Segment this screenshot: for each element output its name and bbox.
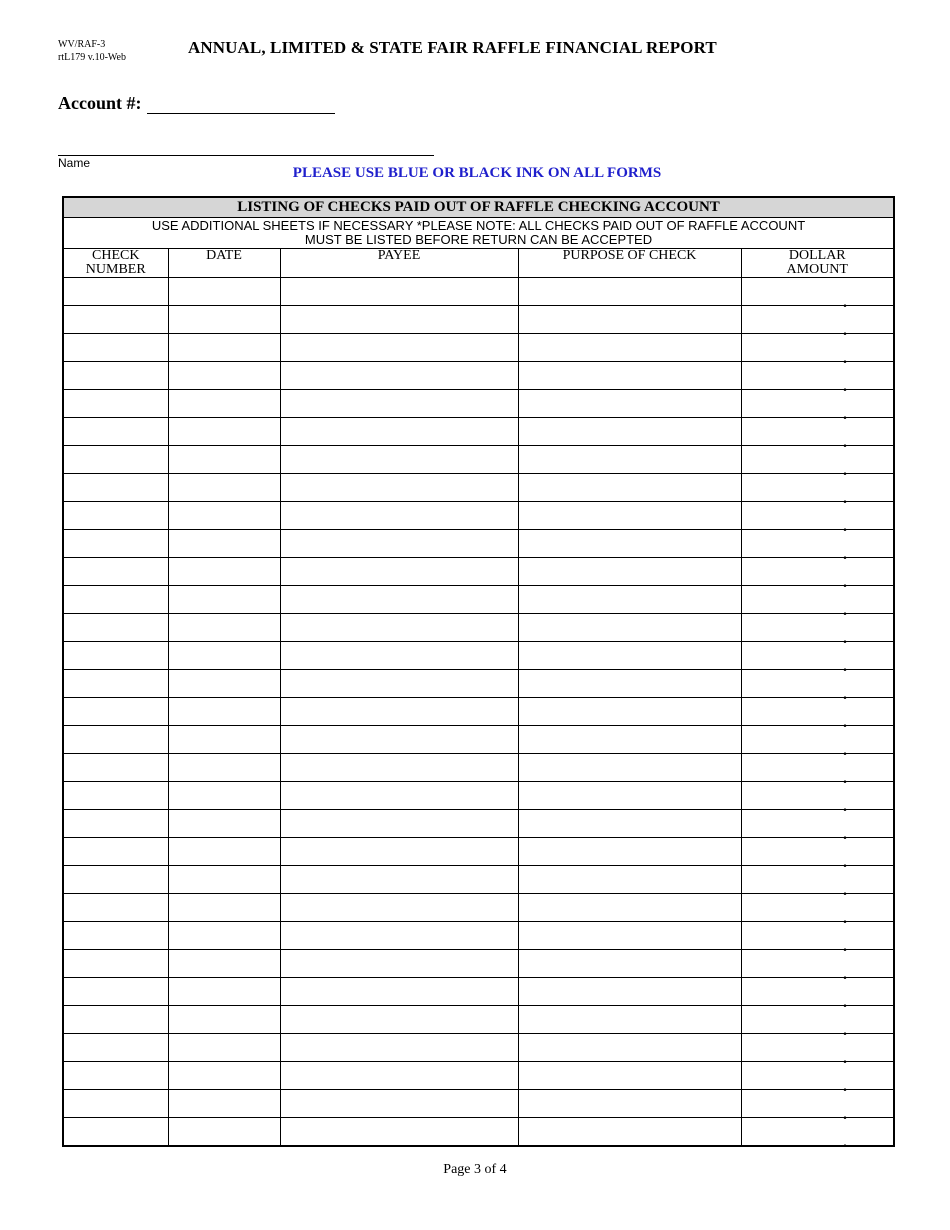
payee-cell[interactable]: [280, 474, 518, 502]
check-number-cell[interactable]: [63, 1006, 168, 1034]
purpose-cell[interactable]: [518, 810, 741, 838]
check-number-cell[interactable]: [63, 306, 168, 334]
decimal-point-mark: .: [843, 882, 848, 899]
purpose-cell[interactable]: [518, 1118, 741, 1147]
purpose-cell[interactable]: [518, 390, 741, 418]
dollar-amount-cell[interactable]: [741, 1090, 894, 1123]
date-cell[interactable]: [168, 586, 280, 614]
dollar-amount-cell[interactable]: [741, 502, 894, 535]
check-number-cell[interactable]: [63, 558, 168, 586]
date-cell[interactable]: [168, 670, 280, 698]
column-header-check-number: [63, 249, 168, 278]
dollar-amount-cell[interactable]: [741, 1034, 894, 1067]
date-cell[interactable]: [168, 474, 280, 502]
dollar-amount-cell[interactable]: [741, 278, 894, 311]
check-number-cell[interactable]: [63, 726, 168, 754]
purpose-cell[interactable]: [518, 978, 741, 1006]
table-row: [63, 1062, 894, 1090]
date-cell[interactable]: [168, 278, 280, 306]
purpose-cell[interactable]: [518, 642, 741, 670]
dollar-amount-cell[interactable]: [741, 978, 894, 1011]
check-number-cell[interactable]: [63, 978, 168, 1006]
decimal-point-mark: .: [843, 826, 848, 843]
payee-cell[interactable]: [280, 698, 518, 726]
purpose-cell[interactable]: [518, 726, 741, 754]
dollar-amount-cell[interactable]: [741, 838, 894, 871]
dollar-amount-cell[interactable]: [741, 530, 894, 563]
purpose-cell[interactable]: [518, 586, 741, 614]
check-number-cell[interactable]: [63, 614, 168, 642]
date-cell[interactable]: [168, 418, 280, 446]
purpose-cell[interactable]: [518, 362, 741, 390]
column-header-payee: PAYEE: [280, 249, 518, 278]
check-number-cell[interactable]: [63, 838, 168, 866]
check-number-cell[interactable]: [63, 782, 168, 810]
column-header-check-number-line2: NUMBER: [85, 262, 146, 277]
purpose-cell[interactable]: [518, 866, 741, 894]
column-header-dollar-amount-line1: DOLLAR: [788, 248, 846, 263]
purpose-cell[interactable]: [518, 502, 741, 530]
dollar-amount-cell[interactable]: [741, 810, 894, 843]
check-number-cell[interactable]: [63, 950, 168, 978]
check-number-cell[interactable]: [63, 586, 168, 614]
date-cell[interactable]: [168, 614, 280, 642]
table-row: [63, 950, 894, 978]
table-row: [63, 894, 894, 922]
decimal-point-mark: .: [843, 714, 848, 731]
table-note: [63, 218, 894, 249]
payee-cell[interactable]: [280, 278, 518, 306]
check-number-cell[interactable]: [63, 334, 168, 362]
dollar-amount-cell[interactable]: [741, 670, 894, 703]
payee-cell[interactable]: [280, 810, 518, 838]
purpose-cell[interactable]: [518, 922, 741, 950]
decimal-point-mark: .: [843, 1106, 848, 1123]
table-row: [63, 726, 894, 754]
dollar-amount-cell[interactable]: [741, 642, 894, 675]
dollar-amount-cell[interactable]: [741, 698, 894, 731]
check-number-cell[interactable]: [63, 922, 168, 950]
table-row: [63, 530, 894, 558]
account-number-field[interactable]: [147, 113, 335, 114]
date-cell[interactable]: [168, 978, 280, 1006]
dollar-amount-cell[interactable]: [741, 390, 894, 423]
date-cell[interactable]: [168, 334, 280, 362]
date-cell[interactable]: [168, 866, 280, 894]
date-cell[interactable]: [168, 950, 280, 978]
check-number-cell[interactable]: [63, 474, 168, 502]
payee-cell[interactable]: [280, 950, 518, 978]
decimal-point-mark: .: [843, 378, 848, 395]
table-row: [63, 866, 894, 894]
decimal-point-mark: .: [843, 406, 848, 423]
table-row: [63, 838, 894, 866]
purpose-cell[interactable]: [518, 1090, 741, 1118]
dollar-amount-cell[interactable]: [741, 754, 894, 787]
table-row: [63, 670, 894, 698]
date-cell[interactable]: [168, 782, 280, 810]
date-cell[interactable]: [168, 1006, 280, 1034]
payee-cell[interactable]: [280, 334, 518, 362]
date-cell[interactable]: [168, 1118, 280, 1147]
table-row: [63, 278, 894, 306]
checks-table: [62, 196, 895, 1151]
name-label: Name: [58, 156, 91, 170]
payee-cell[interactable]: [280, 642, 518, 670]
column-header-check-number-line1: CHECK: [92, 248, 140, 263]
purpose-cell[interactable]: [518, 614, 741, 642]
payee-cell[interactable]: [280, 1090, 518, 1118]
decimal-point-mark: .: [843, 798, 848, 815]
check-number-cell[interactable]: [63, 754, 168, 782]
decimal-point-mark: .: [843, 350, 848, 367]
decimal-point-mark: .: [843, 574, 848, 591]
decimal-point-mark: .: [843, 1050, 848, 1067]
table-row: [63, 978, 894, 1006]
table-row: [63, 474, 894, 502]
dollar-amount-cell[interactable]: [741, 894, 894, 927]
payee-cell[interactable]: [280, 894, 518, 922]
dollar-amount-cell[interactable]: [741, 362, 894, 395]
purpose-cell[interactable]: [518, 894, 741, 922]
decimal-point-mark: .: [843, 854, 848, 871]
payee-cell[interactable]: [280, 530, 518, 558]
payee-cell[interactable]: [280, 922, 518, 950]
table-row: [63, 1006, 894, 1034]
page-number: Page 3 of 4: [443, 1162, 507, 1177]
purpose-cell[interactable]: [518, 446, 741, 474]
check-number-cell[interactable]: [63, 1062, 168, 1090]
decimal-point-mark: .: [843, 742, 848, 759]
decimal-point-mark: .: [843, 658, 848, 675]
decimal-point-mark: .: [843, 322, 848, 339]
check-number-cell[interactable]: [63, 1118, 168, 1147]
purpose-cell[interactable]: [518, 418, 741, 446]
check-number-cell[interactable]: [63, 530, 168, 558]
dollar-amount-cell[interactable]: [741, 586, 894, 619]
column-header-date: DATE: [168, 249, 280, 278]
form-code-line1: WV/RAF-3: [58, 39, 106, 50]
dollar-amount-cell[interactable]: [741, 1006, 894, 1039]
dollar-amount-cell[interactable]: [741, 950, 894, 983]
table-row: [63, 558, 894, 586]
payee-cell[interactable]: [280, 1034, 518, 1062]
purpose-cell[interactable]: [518, 306, 741, 334]
purpose-cell[interactable]: [518, 474, 741, 502]
table-row: [63, 922, 894, 950]
dollar-amount-cell[interactable]: [741, 1062, 894, 1095]
table-row: [63, 362, 894, 390]
date-cell[interactable]: [168, 446, 280, 474]
decimal-point-mark: .: [843, 938, 848, 955]
decimal-point-mark: .: [843, 462, 848, 479]
check-number-cell[interactable]: [63, 502, 168, 530]
date-cell[interactable]: [168, 894, 280, 922]
dollar-amount-cell[interactable]: [741, 782, 894, 815]
date-cell[interactable]: [168, 1062, 280, 1090]
dollar-amount-cell[interactable]: [741, 866, 894, 899]
table-row: [63, 1090, 894, 1118]
purpose-cell[interactable]: [518, 278, 741, 306]
dollar-amount-cell[interactable]: [741, 334, 894, 367]
decimal-point-mark: .: [843, 1134, 848, 1151]
date-cell[interactable]: [168, 1090, 280, 1118]
date-cell[interactable]: [168, 642, 280, 670]
date-cell[interactable]: [168, 558, 280, 586]
decimal-point-mark: .: [843, 602, 848, 619]
table-row: [63, 698, 894, 726]
date-cell[interactable]: [168, 726, 280, 754]
purpose-cell[interactable]: [518, 334, 741, 362]
payee-cell[interactable]: [280, 306, 518, 334]
payee-cell[interactable]: [280, 754, 518, 782]
table-row: [63, 390, 894, 418]
check-number-cell[interactable]: [63, 446, 168, 474]
date-cell[interactable]: [168, 754, 280, 782]
purpose-cell[interactable]: [518, 698, 741, 726]
date-cell[interactable]: [168, 362, 280, 390]
decimal-point-mark: .: [843, 1078, 848, 1095]
dollar-amount-cell[interactable]: [741, 726, 894, 759]
payee-cell[interactable]: [280, 726, 518, 754]
purpose-cell[interactable]: [518, 1006, 741, 1034]
decimal-point-mark: .: [843, 434, 848, 451]
column-header-dollar-amount: [741, 249, 894, 278]
payee-cell[interactable]: [280, 838, 518, 866]
payee-cell[interactable]: [280, 446, 518, 474]
payee-cell[interactable]: [280, 558, 518, 586]
table-row: [63, 306, 894, 334]
check-number-cell[interactable]: [63, 418, 168, 446]
date-cell[interactable]: [168, 502, 280, 530]
decimal-point-mark: .: [843, 518, 848, 535]
check-number-cell[interactable]: [63, 1090, 168, 1118]
date-cell[interactable]: [168, 1034, 280, 1062]
payee-cell[interactable]: [280, 1006, 518, 1034]
date-cell[interactable]: [168, 390, 280, 418]
check-number-cell[interactable]: [63, 1034, 168, 1062]
decimal-point-mark: .: [843, 966, 848, 983]
payee-cell[interactable]: [280, 1118, 518, 1147]
date-cell[interactable]: [168, 838, 280, 866]
decimal-point-mark: .: [843, 994, 848, 1011]
payee-cell[interactable]: [280, 782, 518, 810]
dollar-amount-cell[interactable]: [741, 1118, 894, 1151]
purpose-cell[interactable]: [518, 670, 741, 698]
check-number-cell[interactable]: [63, 390, 168, 418]
decimal-point-mark: .: [843, 546, 848, 563]
date-cell[interactable]: [168, 922, 280, 950]
dollar-amount-cell[interactable]: [741, 446, 894, 479]
table-note-line2: MUST BE LISTED BEFORE RETURN CAN BE ACCEPTED: [304, 232, 653, 247]
table-row: [63, 810, 894, 838]
payee-cell[interactable]: [280, 390, 518, 418]
column-header-row: [63, 249, 894, 278]
table-row: [63, 642, 894, 670]
check-number-cell[interactable]: [63, 698, 168, 726]
table-row: [63, 754, 894, 782]
table-row: [63, 334, 894, 362]
check-number-cell[interactable]: [63, 670, 168, 698]
table-row: [63, 614, 894, 642]
account-label: Account #:: [58, 93, 142, 113]
table-row: [63, 586, 894, 614]
purpose-cell[interactable]: [518, 950, 741, 978]
decimal-point-mark: .: [843, 1022, 848, 1039]
date-cell[interactable]: [168, 698, 280, 726]
decimal-point-mark: .: [843, 770, 848, 787]
purpose-cell[interactable]: [518, 1062, 741, 1090]
payee-cell[interactable]: [280, 670, 518, 698]
table-row: [63, 1118, 894, 1147]
ink-instruction: PLEASE USE BLUE OR BLACK INK ON ALL FORMS: [292, 165, 662, 181]
purpose-cell[interactable]: [518, 782, 741, 810]
payee-cell[interactable]: [280, 418, 518, 446]
column-header-purpose: PURPOSE OF CHECK: [518, 249, 741, 278]
table-row: [63, 782, 894, 810]
decimal-point-mark: .: [843, 630, 848, 647]
dollar-amount-cell[interactable]: [741, 418, 894, 451]
table-note-line1: USE ADDITIONAL SHEETS IF NECESSARY *PLEASE NOTE: ALL CHECKS PAID OUT OF RAFFLE ACCOUNT: [151, 218, 806, 233]
date-cell[interactable]: [168, 530, 280, 558]
date-cell[interactable]: [168, 306, 280, 334]
payee-cell[interactable]: [280, 614, 518, 642]
table-row: [63, 502, 894, 530]
payee-cell[interactable]: [280, 586, 518, 614]
page-title: ANNUAL, LIMITED & STATE FAIR RAFFLE FINANCIAL REPORT: [188, 38, 717, 57]
table-title: LISTING OF CHECKS PAID OUT OF RAFFLE CHECKING ACCOUNT: [63, 197, 894, 218]
check-number-cell[interactable]: [63, 810, 168, 838]
payee-cell[interactable]: [280, 866, 518, 894]
purpose-cell[interactable]: [518, 1034, 741, 1062]
table-row: [63, 446, 894, 474]
name-field[interactable]: [58, 155, 434, 156]
decimal-point-mark: .: [843, 490, 848, 507]
purpose-cell[interactable]: [518, 754, 741, 782]
form-code-line2: rtL179 v.10-Web: [58, 52, 126, 63]
check-number-cell[interactable]: [63, 894, 168, 922]
payee-cell[interactable]: [280, 978, 518, 1006]
payee-cell[interactable]: [280, 1062, 518, 1090]
payee-cell[interactable]: [280, 502, 518, 530]
purpose-cell[interactable]: [518, 558, 741, 586]
purpose-cell[interactable]: [518, 838, 741, 866]
check-number-cell[interactable]: [63, 642, 168, 670]
dollar-amount-cell[interactable]: [741, 474, 894, 507]
dollar-amount-cell[interactable]: [741, 306, 894, 339]
check-number-cell[interactable]: [63, 362, 168, 390]
decimal-point-mark: .: [843, 294, 848, 311]
form-code: [58, 38, 126, 64]
table-row: [63, 418, 894, 446]
check-number-cell[interactable]: [63, 278, 168, 306]
check-number-cell[interactable]: [63, 866, 168, 894]
decimal-point-mark: .: [843, 686, 848, 703]
table-row: [63, 1034, 894, 1062]
date-cell[interactable]: [168, 810, 280, 838]
dollar-amount-cell[interactable]: [741, 922, 894, 955]
column-header-dollar-amount-line2: AMOUNT: [786, 262, 848, 277]
dollar-amount-cell[interactable]: [741, 558, 894, 591]
dollar-amount-cell[interactable]: [741, 614, 894, 647]
payee-cell[interactable]: [280, 362, 518, 390]
purpose-cell[interactable]: [518, 530, 741, 558]
decimal-point-mark: .: [843, 910, 848, 927]
